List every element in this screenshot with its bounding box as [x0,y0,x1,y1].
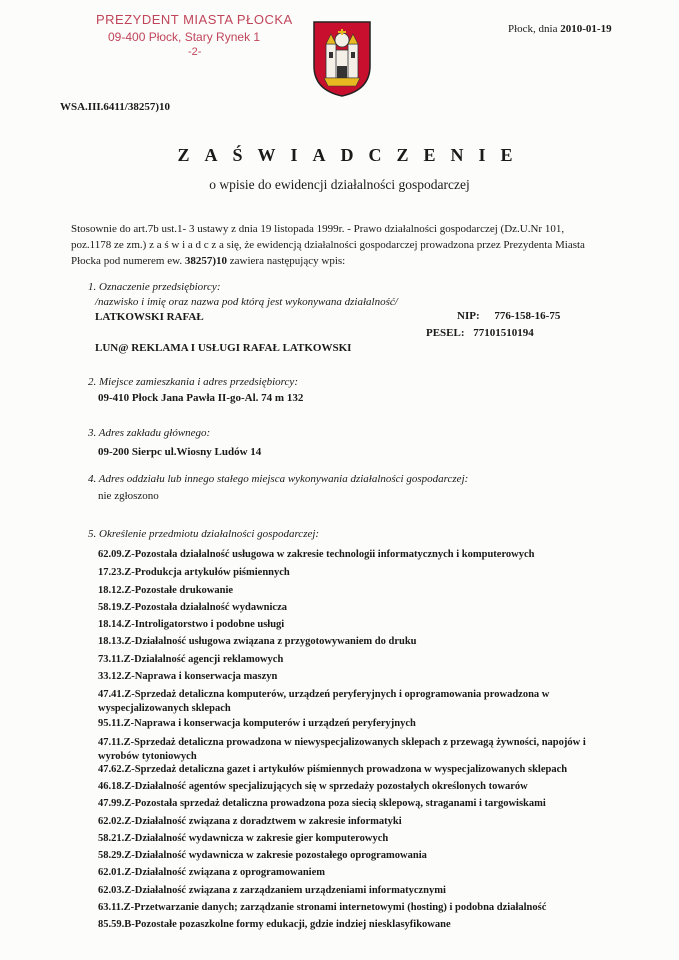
activity-item: 18.14.Z-Introligatorstwo i podobne usługi [98,619,285,630]
plock-coat-of-arms-icon [312,20,372,103]
activity-item: 58.21.Z-Działalność wydawnicza w zakresie gier komputerowych [98,833,389,844]
registry-number: 38257)10 [184,255,228,267]
residence-address: 09-410 Płock Jana Pawła II-go-Al. 74 m 132 [98,392,304,404]
page-number: -2- [188,46,202,58]
intro-line-3-prefix: Płocka pod numerem ew. [71,255,183,267]
activity-item: 85.59.B-Pozostałe pozaszkolne formy edukacji, gdzie indziej niesklasyfikowane [98,919,451,930]
intro-line-3-suffix: zawiera następujący wpis: [229,255,346,267]
activity-item: 63.11.Z-Przetwarzanie danych; zarządzanie stronami internetowymi (hosting) i podobna działalność [98,902,547,913]
company-name: LUN@ REKLAMA I USŁUGI RAFAŁ LATKOWSKI [95,342,352,354]
nip-label: NIP: [457,310,480,322]
activity-item: 62.01.Z-Działalność związana z oprogramowaniem [98,867,325,878]
activity-item: 17.23.Z-Produkcja artykułów piśmiennych [98,567,290,578]
document-title: ZAŚWIADCZENIE [177,145,528,165]
activity-item: 47.41.Z-Sprzedaż detaliczna komputerów, urządzeń peryferyjnych i oprogramowania prowadzona w wyspecjalizowanych sklepach [98,689,550,714]
date-prefix: Płock, dnia [508,23,558,35]
activity-item: 46.18.Z-Działalność agentów specjalizujących się w sprzedaży pozostałych określonych towarów [98,781,528,792]
activity-item: 47.11.Z-Sprzedaż detaliczna prowadzona w niewyspecjalizowanych sklepach z przewagą żywności, napojów i wyrobów tytoniowych [98,737,586,762]
activity-item: 47.99.Z-Pozostała sprzedaż detaliczna prowadzona poza siecią sklepową, straganami i targowiskami [98,798,546,809]
pesel-label: PESEL: [426,327,465,339]
section-5-label: 5. Określenie przedmiotu działalności gospodarczej: [88,528,320,540]
issue-date [508,23,612,35]
section-2-label: 2. Miejsce zamieszkania i adres przedsiębiorcy: [88,376,298,388]
intro-line-2: poz.1178 ze zm.) z a ś w i a d c z a się, że ewidencją działalności gospodarczej prowadzona przez Prezydenta Miasta [71,239,585,251]
nip-row [457,310,560,322]
pesel-row [426,327,534,339]
activity-item: 62.03.Z-Działalność związana z zarządzaniem urządzeniami informatycznymi [98,885,446,896]
pesel-value: 77101510194 [473,327,534,339]
stamp-address: 09-400 Płock, Stary Rynek 1 [108,30,261,44]
activity-item: 62.09.Z-Pozostała działalność usługowa w zakresie technologii informatycznych i komputerowych [98,549,535,560]
activity-item: 33.12.Z-Naprawa i konserwacja maszyn [98,671,278,682]
section-1-label: 1. Oznaczenie przedsiębiorcy: [88,281,221,293]
intro-line-3 [71,253,631,269]
activity-item: 95.11.Z-Naprawa i konserwacja komputerów i urządzeń peryferyjnych [98,718,416,729]
nip-value: 776-158-16-75 [494,310,561,322]
entrepreneur-name: LATKOWSKI RAFAŁ [95,311,204,323]
document-subtitle: o wpisie do ewidencji działalności gospodarczej [209,177,470,192]
section-1-sublabel: /nazwisko i imię oraz nazwa pod którą jest wykonywana działalność/ [95,296,398,308]
activity-item: 73.11.Z-Działalność agencji reklamowych [98,654,284,665]
intro-paragraph [71,221,631,269]
date-value: 2010-01-19 [560,23,612,35]
section-4-label: 4. Adres oddziału lub innego stałego miejsca wykonywania działalności gospodarczej: [88,473,469,485]
intro-line-1: Stosownie do art.7b ust.1- 3 ustawy z dnia 19 listopada 1999r. - Prawo działalności gospodarczej (Dz.U.Nr 101, [71,223,565,235]
branch-address: nie zgłoszono [98,490,159,502]
activity-item: 58.19.Z-Pozostała działalność wydawnicza [98,602,287,613]
activity-item: 18.13.Z-Działalność usługowa związana z przygotowywaniem do druku [98,636,417,647]
activity-item: 62.02.Z-Działalność związana z doradztwem w zakresie informatyki [98,816,402,827]
section-3-label: 3. Adres zakładu głównego: [88,427,211,439]
stamp-title: PREZYDENT MIASTA PŁOCKA [96,12,293,27]
activity-item: 18.12.Z-Pozostałe drukowanie [98,585,234,596]
main-establishment-address: 09-200 Sierpc ul.Wiosny Ludów 14 [98,446,262,458]
reference-number: WSA.III.6411/38257)10 [60,101,171,113]
activity-item: 47.62.Z-Sprzedaż detaliczna gazet i artykułów piśmiennych prowadzona w wyspecjalizowanych sklepach [98,764,568,775]
activity-item: 58.29.Z-Działalność wydawnicza w zakresie pozostałego oprogramowania [98,850,427,861]
